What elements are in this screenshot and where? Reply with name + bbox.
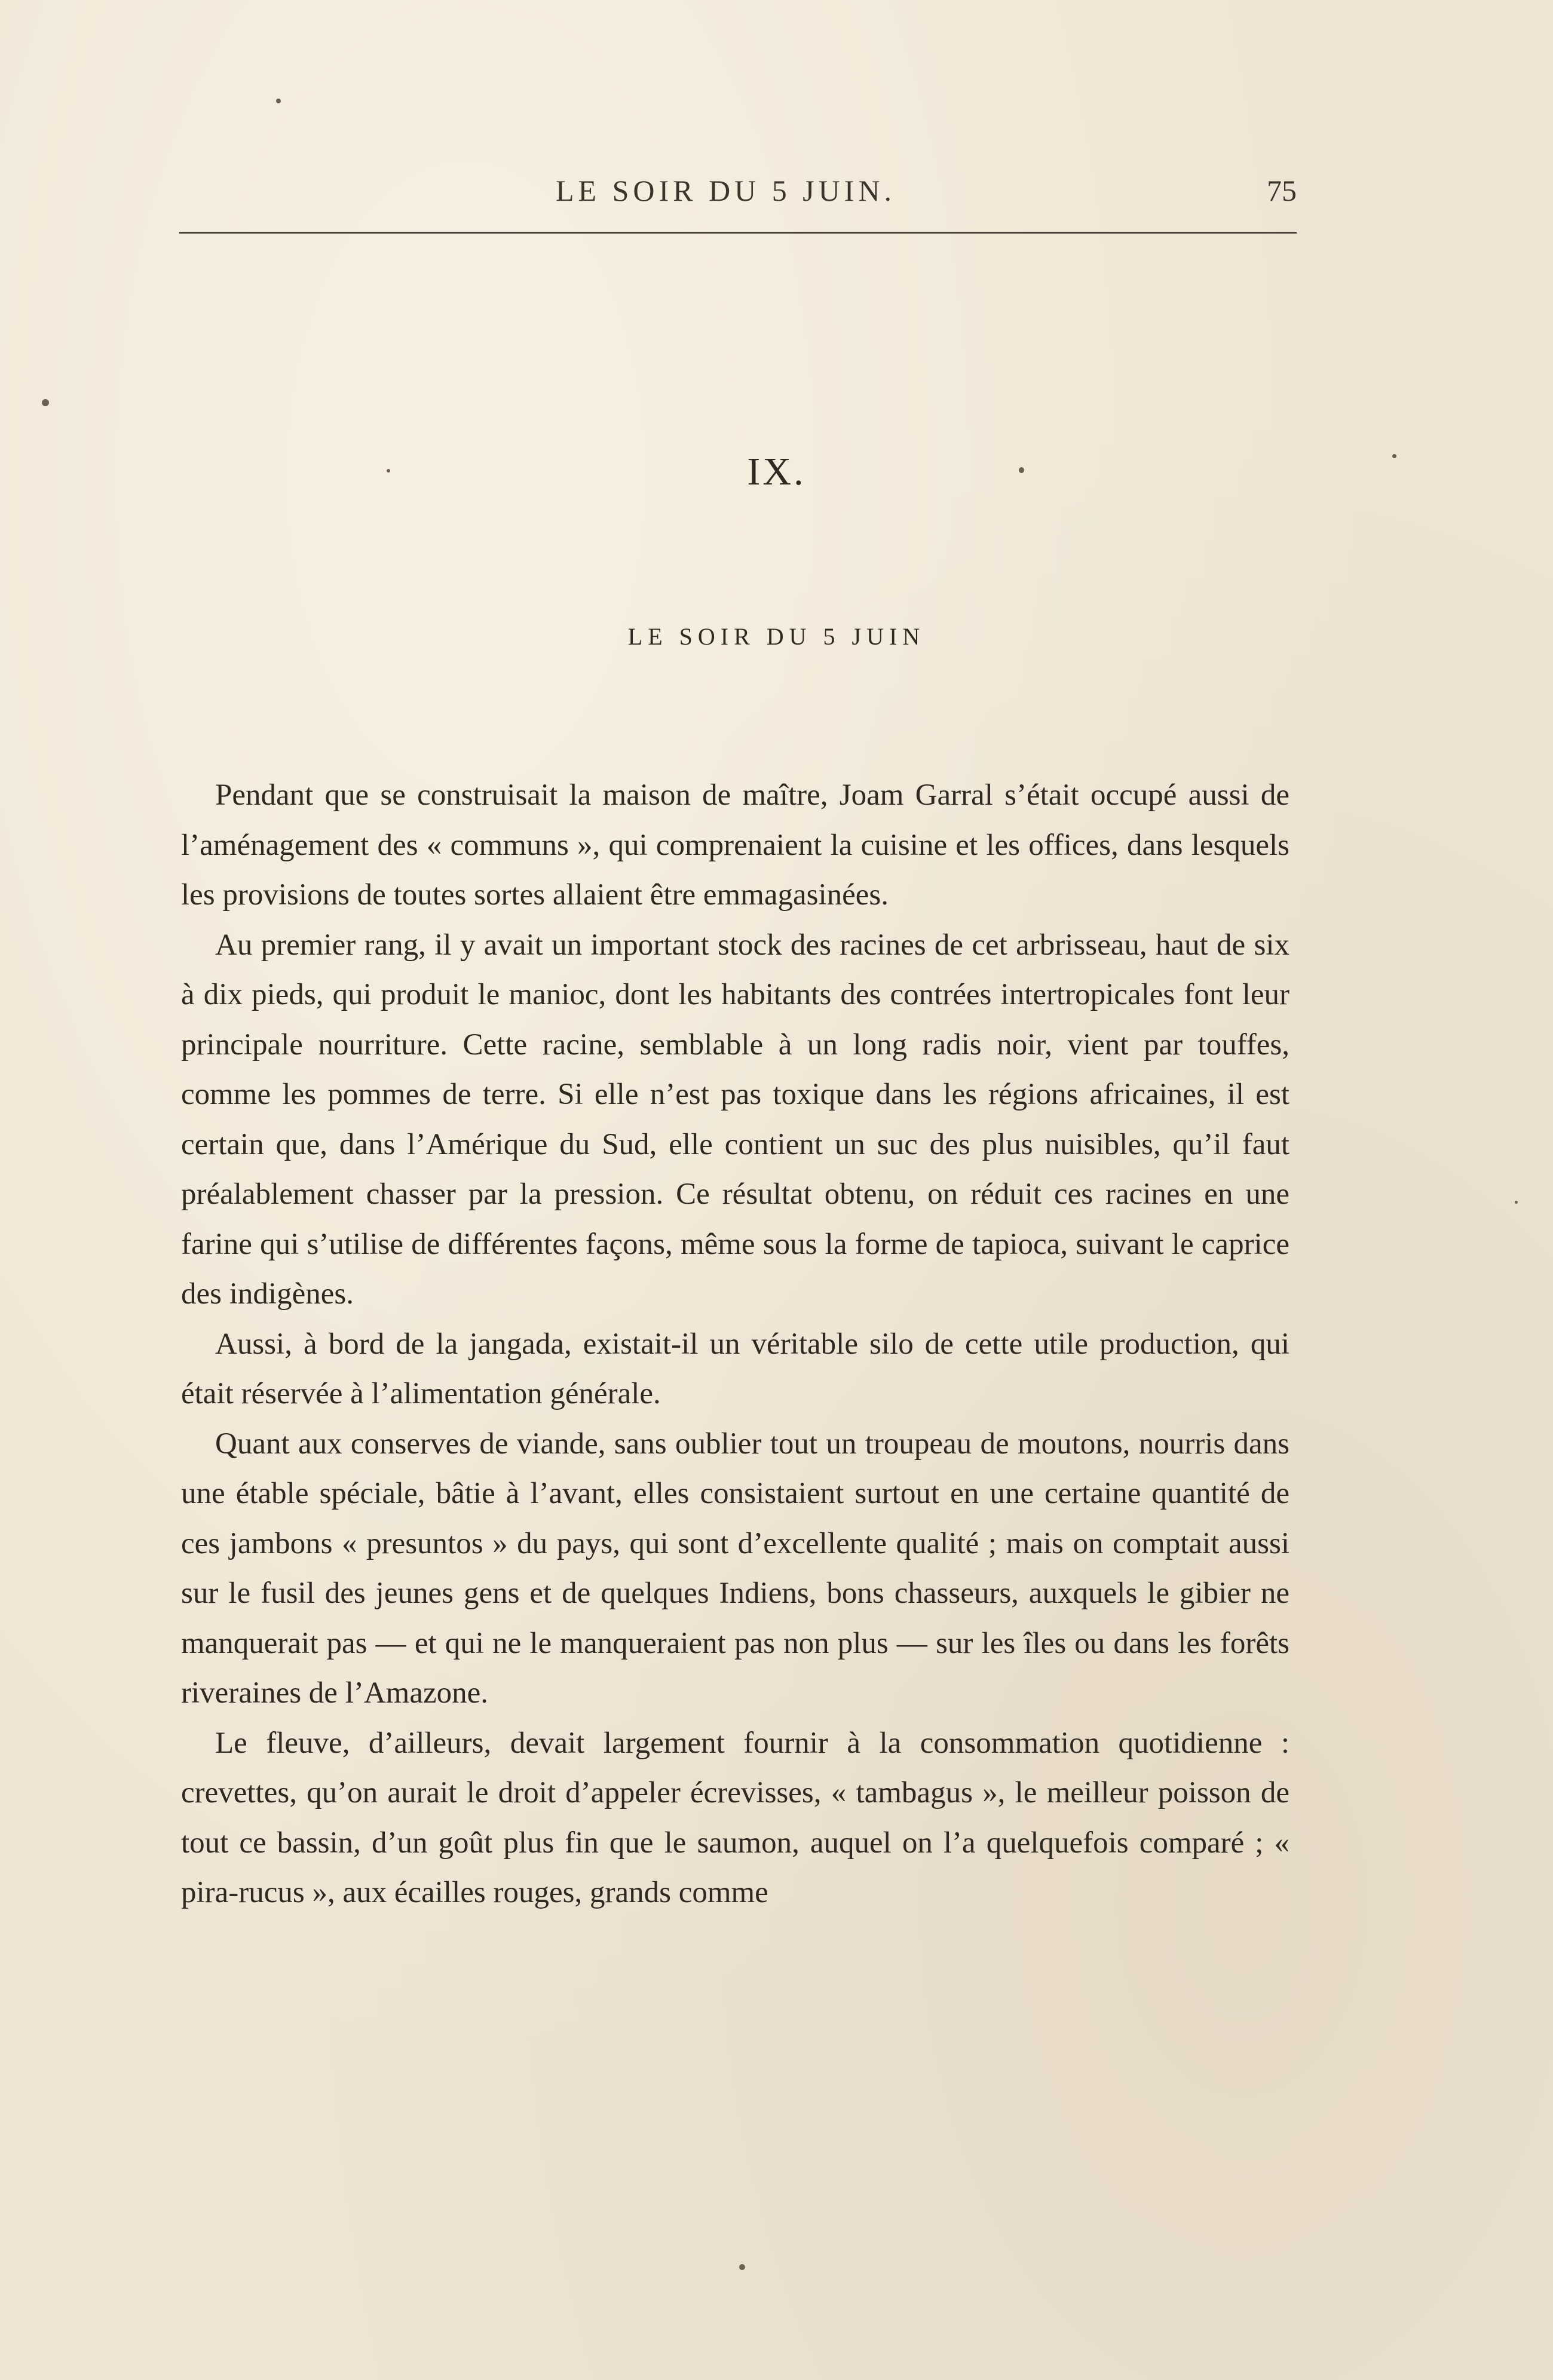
paragraph: Pendant que se construisait la maison de maître, Joam Garral s’était occupé aussi de l’aménagement des « communs », qui comprenaient la cuisine et les offices, dans lesquels les provisions de toutes sortes allaient être emmagasinées.	[181, 778, 1289, 912]
header-rule	[179, 232, 1297, 234]
chapter-title: LE SOIR DU 5 JUIN	[627, 623, 926, 650]
paper-speck	[276, 99, 281, 103]
page-number: 75	[1267, 174, 1297, 207]
running-head	[179, 173, 1297, 209]
paragraph: Quant aux conserves de viande, sans oublier tout un troupeau de moutons, nourris dans une étable spéciale, bâtie à l’avant, elles consistaient surtout en une certaine quantité de ces jambons « presuntos » du pays, qui sont d’excellente qualité ; mais on comptait aussi sur le fusil des jeunes gens et de quelques Indiens, bons chasseurs, auxquels le gibier ne manquerait pas — et qui ne le manqueraient pas non plus — sur les îles ou dans les forêts riveraines de l’Amazone.	[181, 1427, 1289, 1710]
paragraph: Le fleuve, d’ailleurs, devait largement fournir à la consommation quotidienne : crevettes, qu’on aurait le droit d’appeler écrevisses, « tambagus », le meilleur poisson de tout ce bassin, d’un goût plus fin que le saumon, auquel on l’a quelquefois comparé ; « pira-rucus », aux écailles rouges, grands comme	[181, 1726, 1289, 1909]
paragraph: Aussi, à bord de la jangada, existait-il un véritable silo de cette utile production, qui était réservée à l’alimentation générale.	[181, 1327, 1289, 1410]
paper-speck	[1392, 454, 1396, 458]
paper-speck	[42, 399, 49, 406]
paper-speck	[387, 469, 390, 473]
paper-speck	[739, 2264, 745, 2270]
chapter-number: IX.	[747, 450, 806, 493]
running-title: LE SOIR DU 5 JUIN.	[556, 174, 896, 207]
paragraph: Au premier rang, il y avait un important stock des racines de cet arbrisseau, haut de six à dix pieds, qui produit le manioc, dont les habitants des contrées intertropicales font leur principale nourriture. Cette racine, semblable à un long radis noir, vient par touffes, comme les pommes de terre. Si elle n’est pas toxique dans les régions africaines, il est certain que, dans l’Amérique du Sud, elle contient un suc des plus nuisibles, qu’il faut préalablement chasser par la pression. Ce résultat obtenu, on réduit ces racines en une farine qui s’utilise de différentes façons, même sous la forme de tapioca, suivant le caprice des indigènes.	[181, 928, 1289, 1311]
body-text	[181, 771, 1289, 1918]
paper-speck	[1515, 1201, 1518, 1204]
paper-speck	[1019, 467, 1024, 473]
